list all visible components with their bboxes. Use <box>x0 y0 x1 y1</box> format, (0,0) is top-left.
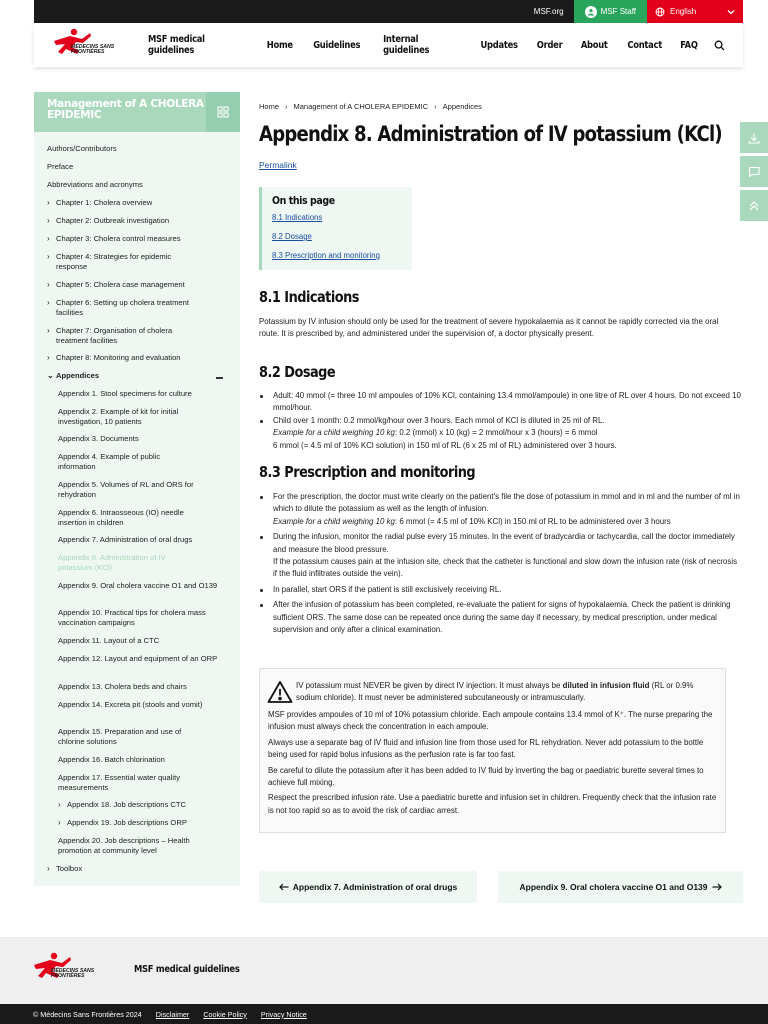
example-label: Example for a child weighing 10 kg <box>273 516 395 526</box>
sidebar-item-appendix-20[interactable] <box>58 836 213 855</box>
warning-emphasis: diluted in infusion fluid <box>562 681 650 690</box>
chevron-right-icon: › <box>47 298 50 307</box>
site-title: MSF medical guidelines <box>148 34 205 56</box>
sidebar-item-label: Appendix 18. Job descriptions CTC <box>67 800 187 809</box>
dosage-list <box>259 390 741 452</box>
sidebar-item-chapter-8[interactable] <box>47 353 207 363</box>
nav-home[interactable]: Home <box>267 39 294 51</box>
list-item <box>259 415 741 452</box>
globe-icon <box>655 7 665 17</box>
sidebar-item-label: Chapter 3: Cholera control measures <box>56 234 181 243</box>
chevron-right-icon: › <box>47 198 50 207</box>
chevron-right-icon: › <box>47 234 50 243</box>
sidebar-item-label: Appendix 15. Preparation and use of chlorine solutions <box>58 727 182 746</box>
nav-internal-guidelines[interactable]: Internal guidelines <box>383 34 430 56</box>
toc-link-prescription[interactable]: 8.3 Prescription and monitoring <box>272 251 380 260</box>
sidebar-item-label: Chapter 7: Organisation of cholera treatment facilities <box>56 326 173 345</box>
sidebar-item-label: Appendix 13. Cholera beds and chairs <box>58 682 187 691</box>
nav-order[interactable]: Order <box>536 39 563 51</box>
warning-text-part: IV potassium must NEVER be given by direct IV injection. It must always be <box>296 681 563 690</box>
sidebar-item-appendix-18[interactable] <box>58 800 218 810</box>
sidebar-item-appendix-12[interactable] <box>58 654 218 664</box>
sidebar-item-chapter-4[interactable] <box>47 252 187 271</box>
copyright-bar <box>0 1004 768 1024</box>
chevron-right-icon: › <box>285 102 288 111</box>
main-nav <box>265 34 743 56</box>
sidebar-item-chapter-6[interactable] <box>47 298 207 317</box>
sidebar-item-appendix-10[interactable] <box>58 608 208 627</box>
sidebar-item-appendix-9[interactable] <box>58 581 218 591</box>
breadcrumb-home[interactable]: Home <box>259 102 280 111</box>
user-icon <box>585 6 597 18</box>
sidebar-item-appendix-14[interactable] <box>58 700 203 710</box>
sidebar-item-label: Abbreviations and acronyms <box>47 180 143 189</box>
note-paragraph: Always use a separate bag of IV fluid and infusion line from those used for RL rehydration. Never add potassium to the bottle being used for rapid bolus infusions as the perfusion rate is far too fast. <box>268 737 704 760</box>
language-label: English <box>670 7 697 16</box>
arrow-right-icon <box>712 883 722 891</box>
feedback-button[interactable] <box>740 156 768 187</box>
sidebar-item-label: Appendix 4. Example of public information <box>58 452 161 471</box>
grid-icon <box>217 106 229 118</box>
cookie-policy-link[interactable]: Cookie Policy <box>203 1009 247 1019</box>
sidebar-item-preface[interactable] <box>47 162 232 172</box>
sidebar-toggle-button[interactable] <box>206 92 240 132</box>
example-text: 6 mmol (= 4.5 ml of 10% KCl solution) in 150 ml of RL (6 x 25 ml of RL) administered over 3 hours. <box>273 440 617 450</box>
sidebar-item-label: Chapter 6: Setting up cholera treatment facilities <box>56 298 189 317</box>
chevron-right-icon: › <box>47 280 50 289</box>
sidebar-item-label: Chapter 8: Monitoring and evaluation <box>56 353 181 362</box>
sidebar-item-label: Appendices <box>56 371 100 380</box>
sidebar-item-label: Appendix 20. Job descriptions – Health promotion at community level <box>58 836 190 855</box>
chevron-right-icon: › <box>47 252 50 261</box>
list-item-text: In parallel, start ORS if the patient is still exclusively receiving RL. <box>273 584 502 594</box>
sidebar-header <box>34 92 240 132</box>
sidebar-item-appendix-2[interactable] <box>58 407 208 426</box>
footer-title: MSF medical guidelines <box>134 964 240 975</box>
sidebar-item-label: Appendix 16. Batch chlorination <box>58 755 165 764</box>
toc-link-indications[interactable]: 8.1 Indications <box>272 213 323 222</box>
sidebar-item-appendix-5[interactable] <box>58 480 213 499</box>
sidebar-item-appendix-17[interactable] <box>58 773 203 792</box>
sidebar-item-appendices[interactable] <box>47 371 207 381</box>
sidebar-item-label: Chapter 1: Cholera overview <box>56 198 153 207</box>
collapse-icon[interactable] <box>216 377 223 379</box>
list-item-text: Adult: 40 mmol (= three 10 ml ampoules of 10% KCl, containing 13.4 mmol/ampoule) in one litre of RL over 4 hours. Do not exceed 10 mmol/hour. <box>273 391 741 413</box>
previous-page-label: Appendix 7. Administration of oral drugs <box>292 882 458 892</box>
table-of-contents <box>259 187 412 270</box>
search-icon[interactable] <box>714 40 725 51</box>
list-item <box>259 584 741 596</box>
list-item-text: During the infusion, monitor the radial pulse every 15 minutes. In the event of bradycardia or tachycardia, call the doctor immediately and measure the blood pressure. <box>273 532 735 554</box>
section-title-indications: 8.1 Indications <box>259 288 359 306</box>
sidebar-item-appendix-16[interactable] <box>58 755 218 765</box>
chevron-right-icon: › <box>58 800 61 809</box>
warning-text-part: (RL or 0.9% sodium chloride). It must never be administered subcutaneously or intramuscularly. <box>296 681 694 703</box>
sidebar-item-label: Preface <box>47 162 74 171</box>
sidebar-item-label: Appendix 8. Administration of IV potassium (KCl) <box>58 553 166 572</box>
logo-text: MÉDECINS SANS FRONTIÈRES <box>51 968 95 980</box>
chevron-down-icon <box>727 9 735 15</box>
sidebar-title: Management of A CHOLERA EPIDEMIC <box>47 98 204 121</box>
next-page-label: Appendix 9. Oral cholera vaccine O1 and O139 <box>519 882 708 892</box>
msf-org-link[interactable]: MSF.org <box>533 7 564 16</box>
sidebar-item-appendix-4[interactable] <box>58 452 188 471</box>
chevron-right-icon: › <box>47 216 50 225</box>
breadcrumb-guideline[interactable]: Management of A CHOLERA EPIDEMIC <box>293 102 429 111</box>
sidebar-item-appendix-6[interactable] <box>58 508 203 527</box>
sidebar-item-chapter-2[interactable] <box>47 216 207 226</box>
sidebar-item-label: Authors/Contributors <box>47 144 117 153</box>
sidebar-item-toolbox[interactable] <box>47 864 207 874</box>
section-title-dosage: 8.2 Dosage <box>259 363 336 381</box>
sidebar-item-label: Appendix 3. Documents <box>58 434 139 443</box>
comment-icon <box>748 166 760 178</box>
example-label: Example for a child weighing 10 kg <box>273 428 395 438</box>
list-item <box>259 599 741 636</box>
chevron-right-icon: › <box>47 353 50 362</box>
msf-logo[interactable] <box>52 27 130 63</box>
copyright-text: © Médecins Sans Frontières 2024 <box>33 1009 142 1019</box>
footer-msf-logo[interactable] <box>32 951 112 987</box>
scroll-top-button[interactable] <box>740 190 768 221</box>
previous-page-button[interactable] <box>259 871 477 903</box>
sidebar-item-appendix-8[interactable] <box>58 553 198 572</box>
sidebar-item-label: Appendix 1. Stool specimens for culture <box>58 389 192 398</box>
sidebar-item-label: Appendix 19. Job descriptions ORP <box>67 818 187 827</box>
prescription-list <box>259 491 741 636</box>
chevron-right-icon: › <box>58 818 61 827</box>
floating-tools <box>740 122 768 224</box>
chevron-down-icon: ⌄ <box>47 371 54 380</box>
logo-text: MÉDECINS SANS FRONTIÈRES <box>71 44 115 56</box>
chevron-right-icon: › <box>47 864 50 873</box>
sidebar-item-label: Chapter 4: Strategies for epidemic response <box>56 252 172 271</box>
example-text: : 6 mmol (= 4.5 ml of 10% KCl) in 150 ml of RL to be administered over 3 hours <box>394 516 671 526</box>
sidebar-item-appendix-13[interactable] <box>58 682 218 692</box>
sidebar-item-label: Appendix 7. Administration of oral drugs <box>58 535 193 544</box>
list-item <box>259 390 741 415</box>
note-paragraph: Respect the prescribed infusion rate. Use a paediatric burette and infusion set in children. Frequently check that the infusion rate is not too rapid so as to avoid the risk of cardiac arrest. <box>268 793 717 815</box>
sidebar-item-label: Appendix 2. Example of kit for initial investigation, 10 patients <box>58 407 179 426</box>
sidebar-item-appendix-11[interactable] <box>58 636 218 646</box>
breadcrumb <box>259 102 482 111</box>
chevron-right-icon: › <box>434 102 437 111</box>
utility-bar <box>34 0 743 23</box>
list-item <box>259 531 741 581</box>
msf-staff-label: MSF Staff <box>600 7 636 16</box>
arrow-left-icon <box>279 883 289 891</box>
sidebar-item-label: Appendix 10. Practical tips for cholera mass vaccination campaigns <box>58 608 206 627</box>
privacy-notice-link[interactable]: Privacy Notice <box>260 1009 307 1019</box>
sidebar-item-appendix-3[interactable] <box>58 434 218 444</box>
list-item-text: After the infusion of potassium has been completed, re-evaluate the patient for signs of hypokalaemia. Check the patient is drinking sufficient ORS. The same dose can be repeated once during the same day if necessary, by medical prescription, under medical supervision and only after a clinical examination. <box>273 600 731 635</box>
sidebar-item-label: Appendix 14. Excreta pit (stools and vomit) <box>58 700 203 709</box>
sidebar-item-label: Appendix 5. Volumes of RL and ORS for rehydration <box>58 480 194 499</box>
section-title-prescription: 8.3 Prescription and monitoring <box>259 463 476 481</box>
sidebar-item-authors[interactable] <box>47 144 232 154</box>
nav-faq[interactable]: FAQ <box>680 39 698 51</box>
sidebar-item-appendix-19[interactable] <box>58 818 218 828</box>
sidebar-item-label: Appendix 11. Layout of a CTC <box>58 636 160 645</box>
list-item-text: Child over 1 month: 0.2 mmol/kg/hour over 3 hours. Each mmol of KCl is diluted in 25 ml of RL. <box>273 415 605 425</box>
sidebar-item-appendix-7[interactable] <box>58 535 218 545</box>
sidebar-item-chapter-1[interactable] <box>47 198 207 208</box>
list-item-text: For the prescription, the doctor must write clearly on the patient's file the dose of potassium in mmol and in ml and the number of ml in which to dilute the potassium as well as the length of infusion. <box>273 492 740 514</box>
download-button[interactable] <box>740 122 768 153</box>
breadcrumb-appendices[interactable]: Appendices <box>442 102 482 111</box>
list-item-text: If the potassium causes pain at the infusion site, check that the catheter is functional and slow down the infusion rate (risk of necrosis if the fluid infiltrates outside the vein). <box>273 557 738 579</box>
site-header <box>34 23 743 67</box>
note-paragraph: MSF provides ampoules of 10 ml of 10% potassium chloride. Each ampoule contains 13.4 mmol of K⁺. The nurse preparing the infusion must always check the concentration in each ampoule. <box>268 710 713 732</box>
sidebar-item-chapter-3[interactable] <box>47 234 207 244</box>
sidebar-item-label: Appendix 9. Oral cholera vaccine O1 and O139 <box>58 581 218 590</box>
msf-staff-link[interactable] <box>574 0 647 23</box>
sidebar-item-appendix-1[interactable] <box>58 389 218 399</box>
language-selector[interactable] <box>647 0 743 23</box>
toc-link-dosage[interactable]: 8.2 Dosage <box>272 232 312 241</box>
sidebar-item-label: Chapter 2: Outbreak investigation <box>56 216 170 225</box>
indications-text: Potassium by IV infusion should only be used for the treatment of severe hypokalaemia as it cannot be rapidly corrected via the oral route. It is prescribed by, and administered under the supervision of, a doctor physically present. <box>259 317 719 339</box>
warning-icon <box>267 680 293 704</box>
download-icon <box>748 132 760 144</box>
nav-contact[interactable]: Contact <box>627 39 662 51</box>
sidebar-item-label: Appendix 17. Essential water quality measurements <box>58 773 180 792</box>
sidebar-item-appendix-15[interactable] <box>58 727 203 746</box>
sidebar-item-chapter-5[interactable] <box>47 280 207 290</box>
sidebar-item-abbreviations[interactable] <box>47 180 232 190</box>
permalink-link[interactable]: Permalink <box>259 160 297 170</box>
list-item <box>259 491 741 528</box>
next-page-button[interactable] <box>498 871 743 903</box>
sidebar-item-label: Appendix 6. Intraosseous (IO) needle insertion in children <box>58 508 184 527</box>
site-footer <box>0 937 768 1004</box>
disclaimer-link[interactable]: Disclaimer <box>155 1009 190 1019</box>
sidebar-item-label: Chapter 5: Cholera case management <box>56 280 185 289</box>
page-title: Appendix 8. Administration of IV potassium (KCl) <box>259 122 722 146</box>
sidebar-item-label: Toolbox <box>56 864 83 873</box>
warning-box <box>259 668 726 833</box>
nav-about[interactable]: About <box>581 39 608 51</box>
example-text: : 0.2 (mmol) x 10 (kg) = 2 mmol/hour x 3 (hours) = 6 mmol <box>394 428 598 438</box>
warning-text <box>268 680 717 706</box>
toc-title: On this page <box>272 194 335 207</box>
chevron-right-icon: › <box>47 326 50 335</box>
sidebar <box>34 132 240 886</box>
double-chevron-up-icon <box>748 200 760 212</box>
sidebar-item-label: Appendix 12. Layout and equipment of an ORP <box>58 654 218 663</box>
nav-updates[interactable]: Updates <box>480 39 518 51</box>
sidebar-item-chapter-7[interactable] <box>47 326 192 345</box>
nav-guidelines[interactable]: Guidelines <box>313 39 361 51</box>
note-paragraph: Be careful to dilute the potassium after it has been added to IV fluid by inverting the bag or paediatric burette several times to achieve full mixing. <box>268 765 704 788</box>
